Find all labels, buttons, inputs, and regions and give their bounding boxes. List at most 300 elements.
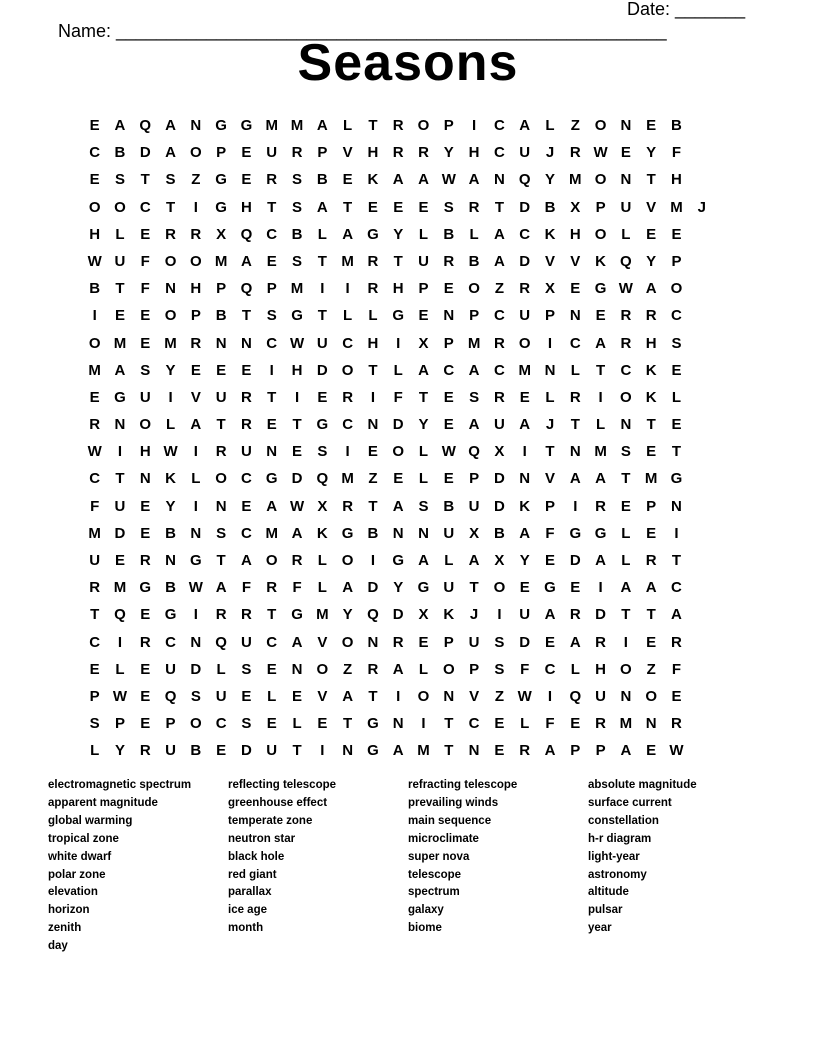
- grid-letter: B: [316, 171, 328, 189]
- grid-letter: G: [265, 470, 278, 488]
- grid-letter: W: [112, 687, 128, 705]
- grid-letter: I: [345, 443, 350, 461]
- grid-letter: G: [215, 198, 227, 216]
- grid-letter: R: [190, 225, 202, 243]
- grid-letter: R: [367, 252, 379, 270]
- grid-letter: B: [89, 280, 101, 298]
- grid-letter: C: [241, 524, 252, 542]
- grid-letter: W: [87, 252, 102, 270]
- grid-letter: H: [367, 144, 379, 162]
- grid-letter: N: [671, 497, 682, 515]
- grid-letter: U: [266, 742, 278, 760]
- grid-letter: I: [193, 198, 198, 216]
- word-item: altitude: [588, 886, 629, 899]
- grid-letter: B: [291, 225, 303, 243]
- grid-letter: I: [320, 742, 325, 760]
- grid-letter: T: [140, 171, 150, 189]
- grid-letter: G: [670, 470, 683, 488]
- grid-letter: I: [573, 497, 578, 515]
- grid-letter: X: [494, 552, 505, 569]
- word-item: parallax: [228, 886, 272, 899]
- grid-letter: E: [570, 280, 581, 298]
- grid-letter: E: [292, 443, 303, 461]
- grid-letter: M: [518, 361, 531, 379]
- grid-letter: Z: [191, 171, 201, 189]
- grid-letter: R: [392, 144, 404, 162]
- word-item: elevation: [48, 886, 98, 899]
- grid-letter: O: [442, 660, 455, 678]
- word-item: biome: [408, 922, 442, 935]
- grid-letter: T: [343, 715, 353, 733]
- grid-letter: R: [468, 198, 480, 216]
- grid-letter: Z: [494, 687, 504, 705]
- grid-letter: E: [241, 171, 252, 189]
- word-item: day: [48, 940, 68, 953]
- grid-letter: P: [469, 307, 480, 325]
- word-item: pulsar: [588, 904, 623, 917]
- grid-letter: M: [316, 606, 329, 624]
- grid-letter: A: [418, 361, 429, 379]
- grid-letter: C: [671, 307, 682, 325]
- grid-letter: N: [569, 307, 581, 325]
- grid-letter: Z: [570, 117, 580, 134]
- grid-letter: H: [569, 225, 581, 243]
- grid-letter: O: [88, 334, 101, 352]
- grid-letter: F: [545, 715, 555, 733]
- grid-letter: L: [545, 388, 555, 406]
- grid-letter: A: [569, 470, 581, 488]
- grid-letter: E: [418, 307, 429, 325]
- grid-letter: M: [670, 198, 683, 216]
- grid-letter: M: [265, 524, 278, 542]
- grid-letter: E: [140, 307, 151, 325]
- grid-letter: E: [544, 552, 555, 569]
- grid-row: [82, 547, 742, 574]
- grid-letter: W: [289, 497, 305, 515]
- grid-letter: U: [165, 660, 176, 678]
- grid-letter: S: [241, 660, 252, 678]
- grid-letter: E: [393, 198, 404, 216]
- grid-letter: N: [519, 470, 531, 488]
- grid-letter: M: [619, 715, 633, 733]
- grid-letter: U: [266, 144, 278, 162]
- grid-letter: O: [620, 388, 632, 406]
- grid-letter: O: [215, 470, 227, 488]
- grid-letter: R: [241, 606, 252, 624]
- grid-letter: O: [341, 361, 354, 379]
- grid-letter: F: [140, 252, 150, 270]
- grid-letter: H: [139, 443, 151, 461]
- grid-letter: Q: [316, 470, 329, 488]
- grid-letter: S: [190, 687, 201, 705]
- grid-letter: L: [317, 579, 327, 597]
- grid-letter: Q: [620, 252, 632, 270]
- grid-letter: R: [266, 171, 278, 189]
- grid-letter: C: [215, 715, 227, 733]
- grid-letter: E: [114, 552, 125, 569]
- grid-letter: B: [493, 524, 505, 542]
- word-item: zenith: [48, 922, 82, 935]
- grid-letter: S: [89, 715, 100, 733]
- word-item: h-r diagram: [588, 832, 652, 845]
- grid-letter: C: [493, 361, 505, 379]
- grid-letter: E: [671, 416, 682, 434]
- word-item: neutron star: [228, 832, 296, 845]
- grid-letter: R: [519, 742, 531, 760]
- grid-letter: V: [544, 470, 555, 488]
- grid-letter: L: [165, 416, 176, 434]
- word-item: black hole: [228, 850, 285, 863]
- grid-letter: P: [544, 497, 555, 515]
- grid-letter: T: [646, 606, 656, 624]
- grid-letter: Y: [165, 497, 176, 515]
- grid-letter: H: [190, 280, 202, 298]
- grid-letter: G: [316, 416, 329, 434]
- grid-letter: L: [90, 742, 100, 760]
- grid-letter: K: [645, 361, 657, 379]
- grid-letter: D: [291, 470, 303, 488]
- grid-letter: X: [570, 198, 581, 216]
- grid-letter: S: [494, 633, 505, 651]
- grid-letter: H: [291, 361, 303, 379]
- grid-letter: M: [164, 334, 177, 352]
- word-item: month: [228, 922, 264, 935]
- grid-letter: T: [368, 687, 378, 705]
- grid-letter: R: [266, 579, 278, 597]
- grid-letter: A: [392, 171, 404, 189]
- grid-letter: G: [417, 579, 430, 597]
- grid-letter: X: [418, 606, 429, 624]
- grid-letter: I: [421, 715, 426, 733]
- grid-letter: N: [620, 416, 632, 434]
- grid-letter: S: [216, 524, 227, 542]
- grid-letter: Q: [114, 606, 126, 624]
- grid-letter: O: [164, 252, 177, 270]
- grid-letter: B: [544, 198, 556, 216]
- grid-letter: R: [595, 715, 606, 733]
- grid-letter: F: [520, 660, 530, 678]
- grid-letter: A: [190, 416, 202, 434]
- grid-letter: F: [671, 660, 682, 678]
- grid-letter: E: [342, 171, 353, 189]
- grid-letter: E: [266, 252, 277, 270]
- grid-letter: E: [140, 497, 151, 515]
- grid-letter: R: [645, 307, 657, 325]
- grid-letter: T: [494, 198, 504, 216]
- grid-letter: E: [266, 715, 277, 733]
- grid-letter: J: [545, 144, 555, 162]
- grid-letter: L: [418, 225, 429, 243]
- grid-letter: T: [241, 307, 252, 325]
- grid-letter: V: [342, 144, 353, 162]
- grid-letter: E: [393, 470, 404, 488]
- grid-letter: J: [469, 606, 479, 624]
- grid-letter: U: [519, 144, 531, 162]
- grid-letter: U: [114, 497, 126, 515]
- grid-letter: T: [418, 388, 429, 406]
- word-item: absolute magnitude: [588, 779, 697, 791]
- grid-letter: R: [89, 579, 101, 597]
- grid-letter: Z: [343, 660, 353, 678]
- grid-letter: Y: [443, 144, 454, 162]
- grid-row: [82, 683, 742, 710]
- grid-letter: N: [114, 416, 126, 434]
- grid-letter: C: [342, 416, 354, 434]
- grid-letter: G: [367, 225, 379, 243]
- grid-letter: T: [368, 117, 378, 134]
- grid-letter: U: [89, 552, 101, 569]
- grid-letter: A: [468, 416, 480, 434]
- grid-letter: Q: [468, 443, 480, 461]
- grid-letter: I: [92, 307, 97, 325]
- grid-letter: E: [89, 660, 100, 678]
- grid-letter: N: [569, 443, 581, 461]
- grid-letter: E: [89, 117, 100, 134]
- grid-letter: U: [519, 307, 531, 325]
- grid-letter: U: [316, 334, 328, 352]
- grid-letter: E: [140, 687, 151, 705]
- grid-letter: J: [697, 198, 706, 216]
- grid-letter: S: [266, 307, 277, 325]
- grid-letter: Y: [342, 606, 353, 624]
- grid-letter: Q: [139, 117, 152, 134]
- grid-letter: L: [343, 117, 353, 134]
- word-item: spectrum: [408, 886, 460, 899]
- grid-letter: T: [469, 579, 479, 597]
- grid-letter: S: [140, 361, 151, 379]
- grid-letter: K: [443, 606, 455, 624]
- grid-letter: D: [190, 660, 202, 678]
- grid-letter: K: [165, 470, 176, 488]
- grid-letter: R: [392, 633, 404, 651]
- grid-letter: T: [393, 252, 403, 270]
- grid-letter: F: [140, 280, 150, 298]
- grid-letter: R: [569, 606, 581, 624]
- grid-letter: E: [671, 687, 682, 705]
- grid-letter: E: [443, 470, 454, 488]
- grid-letter: D: [493, 497, 505, 515]
- grid-letter: O: [518, 334, 531, 352]
- grid-letter: G: [392, 307, 405, 325]
- grid-letter: R: [367, 280, 379, 298]
- grid-row: [82, 520, 742, 547]
- grid-letter: C: [266, 225, 278, 243]
- grid-letter: Q: [367, 606, 379, 624]
- grid-letter: I: [497, 606, 502, 624]
- grid-letter: U: [114, 252, 126, 270]
- grid-letter: S: [494, 660, 505, 678]
- grid-letter: L: [343, 307, 353, 325]
- grid-letter: X: [494, 443, 505, 461]
- grid-letter: B: [443, 225, 455, 243]
- grid-letter: G: [569, 524, 582, 542]
- grid-letter: A: [342, 579, 354, 597]
- grid-letter: A: [569, 633, 581, 651]
- grid-letter: P: [595, 198, 606, 216]
- word-item: year: [588, 922, 612, 935]
- grid-letter: O: [594, 117, 607, 134]
- grid-letter: N: [190, 633, 202, 651]
- word-item: reflecting telescope: [228, 779, 337, 791]
- grid-letter: E: [241, 687, 252, 705]
- grid-letter: C: [493, 117, 505, 134]
- grid-letter: O: [316, 660, 329, 678]
- grid-letter: E: [241, 361, 252, 379]
- grid-letter: C: [89, 633, 101, 651]
- grid-row: [82, 411, 742, 438]
- grid-letter: P: [544, 307, 555, 325]
- grid-letter: S: [317, 443, 328, 461]
- grid-letter: C: [139, 198, 151, 216]
- grid-letter: C: [89, 144, 101, 162]
- grid-letter: A: [266, 497, 278, 515]
- grid-letter: M: [644, 470, 658, 488]
- grid-letter: M: [265, 117, 278, 134]
- grid-letter: S: [241, 715, 252, 733]
- grid-letter: M: [214, 252, 228, 270]
- grid-letter: L: [418, 470, 429, 488]
- grid-letter: W: [441, 171, 456, 189]
- grid-letter: B: [190, 742, 202, 760]
- grid-letter: G: [291, 606, 303, 624]
- grid-letter: A: [241, 252, 252, 270]
- grid-letter: T: [621, 606, 631, 624]
- grid-letter: E: [266, 416, 277, 434]
- grid-letter: N: [190, 524, 202, 542]
- grid-letter: I: [117, 633, 123, 651]
- grid-letter: I: [522, 443, 527, 461]
- grid-letter: R: [89, 416, 101, 434]
- grid-letter: O: [468, 280, 480, 298]
- grid-letter: T: [90, 606, 100, 624]
- grid-letter: D: [316, 361, 328, 379]
- grid-letter: S: [620, 443, 631, 461]
- grid-letter: V: [469, 687, 480, 705]
- grid-letter: E: [519, 388, 530, 406]
- grid-letter: G: [367, 715, 379, 733]
- word-item: white dwarf: [48, 850, 112, 863]
- grid-letter: E: [241, 497, 252, 515]
- grid-letter: R: [671, 715, 682, 733]
- word-item: tropical zone: [48, 832, 119, 845]
- grid-letter: R: [595, 633, 606, 651]
- grid-letter: I: [623, 633, 628, 651]
- grid-letter: W: [289, 334, 305, 352]
- grid-letter: R: [241, 388, 252, 406]
- grid-letter: L: [115, 225, 125, 243]
- grid-letter: W: [669, 742, 684, 760]
- grid-letter: E: [216, 361, 227, 379]
- grid-letter: T: [267, 606, 277, 624]
- grid-letter: A: [645, 280, 657, 298]
- grid-letter: P: [114, 715, 125, 733]
- grid-letter: A: [165, 144, 176, 162]
- grid-letter: O: [265, 552, 278, 569]
- grid-letter: H: [392, 280, 404, 298]
- grid-row: [82, 194, 742, 221]
- grid-letter: E: [292, 687, 303, 705]
- grid-letter: O: [341, 552, 354, 569]
- grid-letter: T: [216, 552, 226, 569]
- grid-letter: P: [190, 307, 201, 325]
- word-item: telescope: [408, 868, 462, 881]
- grid-letter: U: [493, 416, 505, 434]
- grid-letter: I: [472, 117, 477, 134]
- grid-letter: T: [596, 361, 606, 379]
- grid-letter: D: [392, 606, 404, 624]
- grid-letter: I: [294, 388, 300, 406]
- grid-letter: Y: [165, 361, 176, 379]
- grid-letter: D: [519, 252, 531, 270]
- grid-letter: C: [493, 144, 505, 162]
- grid-letter: V: [570, 252, 581, 270]
- grid-letter: T: [671, 552, 682, 569]
- letter-grid: [82, 112, 742, 765]
- grid-letter: Q: [164, 687, 177, 705]
- grid-letter: N: [392, 715, 404, 733]
- grid-letter: D: [569, 552, 581, 569]
- grid-row: [82, 737, 742, 764]
- grid-letter: D: [241, 742, 252, 760]
- grid-letter: B: [165, 524, 176, 542]
- grid-letter: L: [621, 524, 631, 542]
- grid-letter: O: [645, 687, 658, 705]
- grid-letter: A: [316, 198, 328, 216]
- grid-letter: I: [193, 497, 198, 515]
- grid-letter: R: [215, 443, 227, 461]
- grid-letter: T: [115, 280, 125, 298]
- grid-letter: E: [140, 606, 151, 624]
- grid-letter: J: [545, 416, 555, 434]
- grid-letter: M: [467, 334, 481, 352]
- grid-letter: R: [342, 388, 354, 406]
- word-item: temperate zone: [228, 814, 313, 827]
- grid-letter: K: [645, 388, 657, 406]
- grid-letter: R: [671, 633, 682, 651]
- grid-letter: Y: [418, 416, 429, 434]
- word-item: surface current: [588, 796, 672, 809]
- grid-letter: L: [469, 225, 479, 243]
- grid-letter: C: [89, 470, 101, 488]
- grid-letter: A: [519, 416, 531, 434]
- grid-letter: M: [341, 470, 354, 488]
- grid-letter: K: [316, 524, 328, 542]
- grid-letter: L: [115, 660, 125, 678]
- grid-letter: P: [443, 633, 454, 651]
- grid-letter: M: [88, 361, 101, 379]
- grid-letter: N: [215, 334, 227, 352]
- grid-letter: T: [267, 388, 277, 406]
- grid-letter: T: [216, 416, 226, 434]
- grid-letter: G: [544, 579, 556, 597]
- grid-letter: S: [671, 334, 682, 352]
- grid-letter: A: [519, 117, 531, 134]
- grid-letter: T: [343, 198, 353, 216]
- grid-letter: R: [139, 742, 151, 760]
- grid-letter: E: [443, 416, 454, 434]
- grid-letter: N: [443, 687, 455, 705]
- grid-letter: P: [443, 334, 454, 352]
- grid-letter: C: [165, 633, 176, 651]
- grid-letter: C: [620, 361, 632, 379]
- grid-letter: O: [392, 443, 405, 461]
- grid-letter: R: [139, 552, 151, 569]
- grid-letter: R: [645, 552, 657, 569]
- grid-letter: C: [569, 334, 581, 352]
- grid-letter: X: [216, 225, 227, 243]
- grid-letter: N: [443, 307, 455, 325]
- grid-letter: R: [215, 606, 227, 624]
